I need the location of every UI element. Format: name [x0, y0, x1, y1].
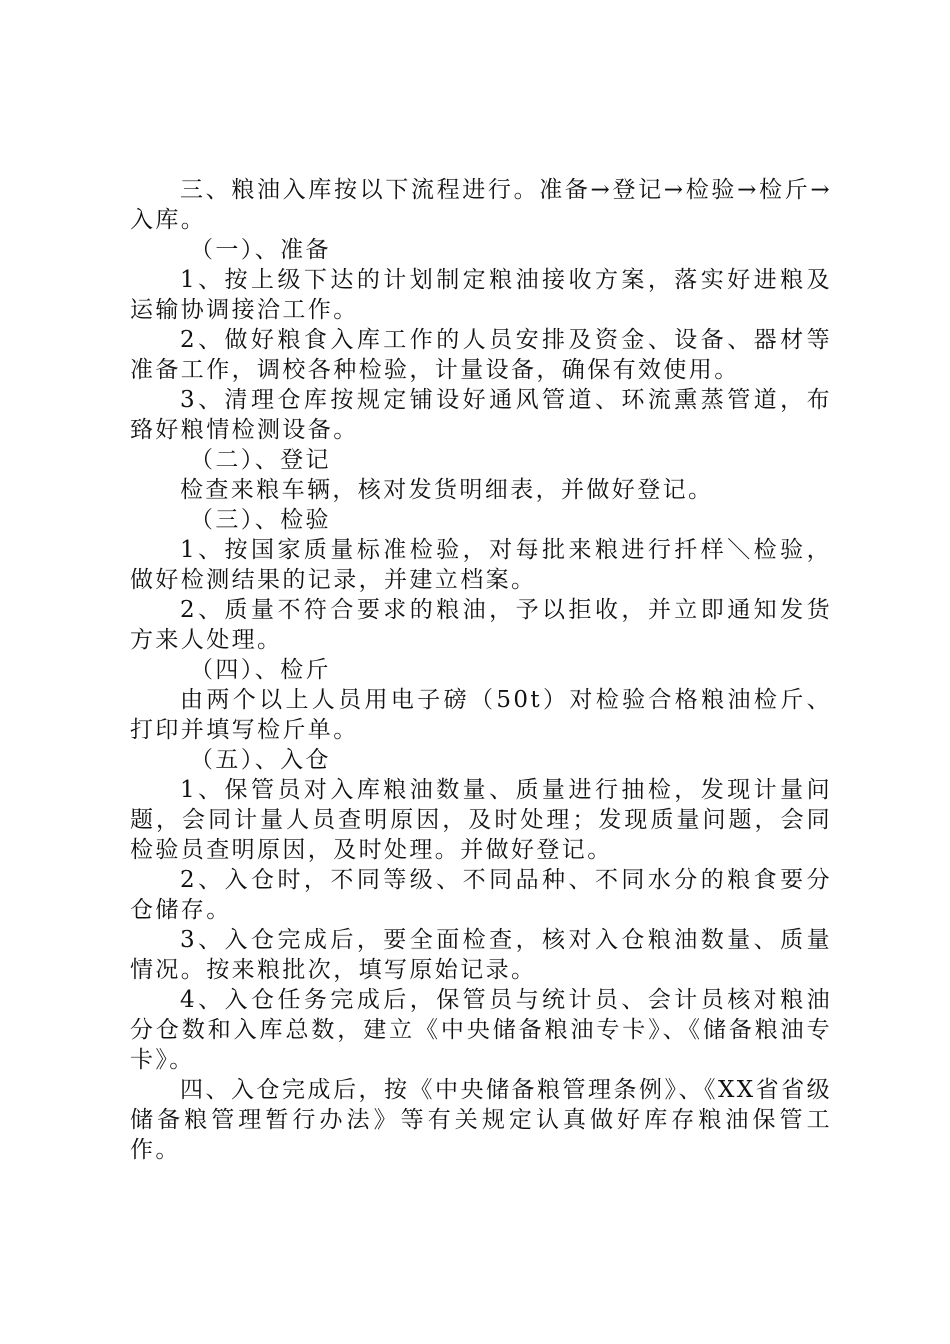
storage-item-4: 4、入仓任务完成后，保管员与统计员、会计员核对粮油分仓数和入库总数，建立《中央储备粮油专卡》、《储备粮油专卡》。	[130, 987, 832, 1073]
section-3-paragraph: 三、粮油入库按以下流程进行。准备→登记→检验→检斤→入库。	[130, 177, 832, 233]
storage-item-2: 2、入仓时，不同等级、不同品种、不同水分的粮食要分仓储存。	[130, 867, 832, 923]
inspection-item-2: 2、质量不符合要求的粮油，予以拒收，并立即通知发货方来人处理。	[130, 597, 832, 653]
registration-text: 检查来粮车辆，核对发货明细表，并做好登记。	[180, 477, 714, 503]
storage-item-1: 1、保管员对入库粮油数量、质量进行抽检，发现计量问题，会同计量人员查明原因，及时处理；发现质量问题，会同检验员查明原因，及时处理。并做好登记。	[130, 777, 832, 863]
document-body	[130, 175, 832, 1165]
heading-storage: （五）、入仓	[190, 747, 331, 773]
heading-weighing: （四）、检斤	[190, 657, 331, 683]
weighing-text: 由两个以上人员用电子磅（50t）对检验合格粮油检斤、打印并填写检斤单。	[130, 687, 832, 743]
inspection-item-1: 1、按国家质量标准检验，对每批来粮进行扦样＼检验，做好检测结果的记录，并建立档案。	[130, 537, 832, 593]
heading-registration: （二）、登记	[190, 447, 331, 473]
storage-item-3: 3、入仓完成后，要全面检查，核对入仓粮油数量、质量情况。按来粮批次，填写原始记录。	[130, 927, 832, 983]
preparation-item-3: 3、清理仓库按规定铺设好通风管道、环流熏蒸管道，布臵好粮情检测设备。	[130, 387, 832, 443]
heading-inspection: （三）、检验	[190, 507, 331, 533]
preparation-item-1: 1、按上级下达的计划制定粮油接收方案，落实好进粮及运输协调接洽工作。	[130, 267, 832, 323]
preparation-item-2: 2、做好粮食入库工作的人员安排及资金、设备、器材等准备工作，调校各种检验，计量设备，确保有效使用。	[130, 327, 832, 383]
heading-preparation: （一）、准备	[190, 237, 331, 263]
section-4-paragraph: 四、入仓完成后，按《中央储备粮管理条例》、《XX省省级储备粮管理暂行办法》等有关规定认真做好库存粮油保管工作。	[130, 1077, 832, 1163]
